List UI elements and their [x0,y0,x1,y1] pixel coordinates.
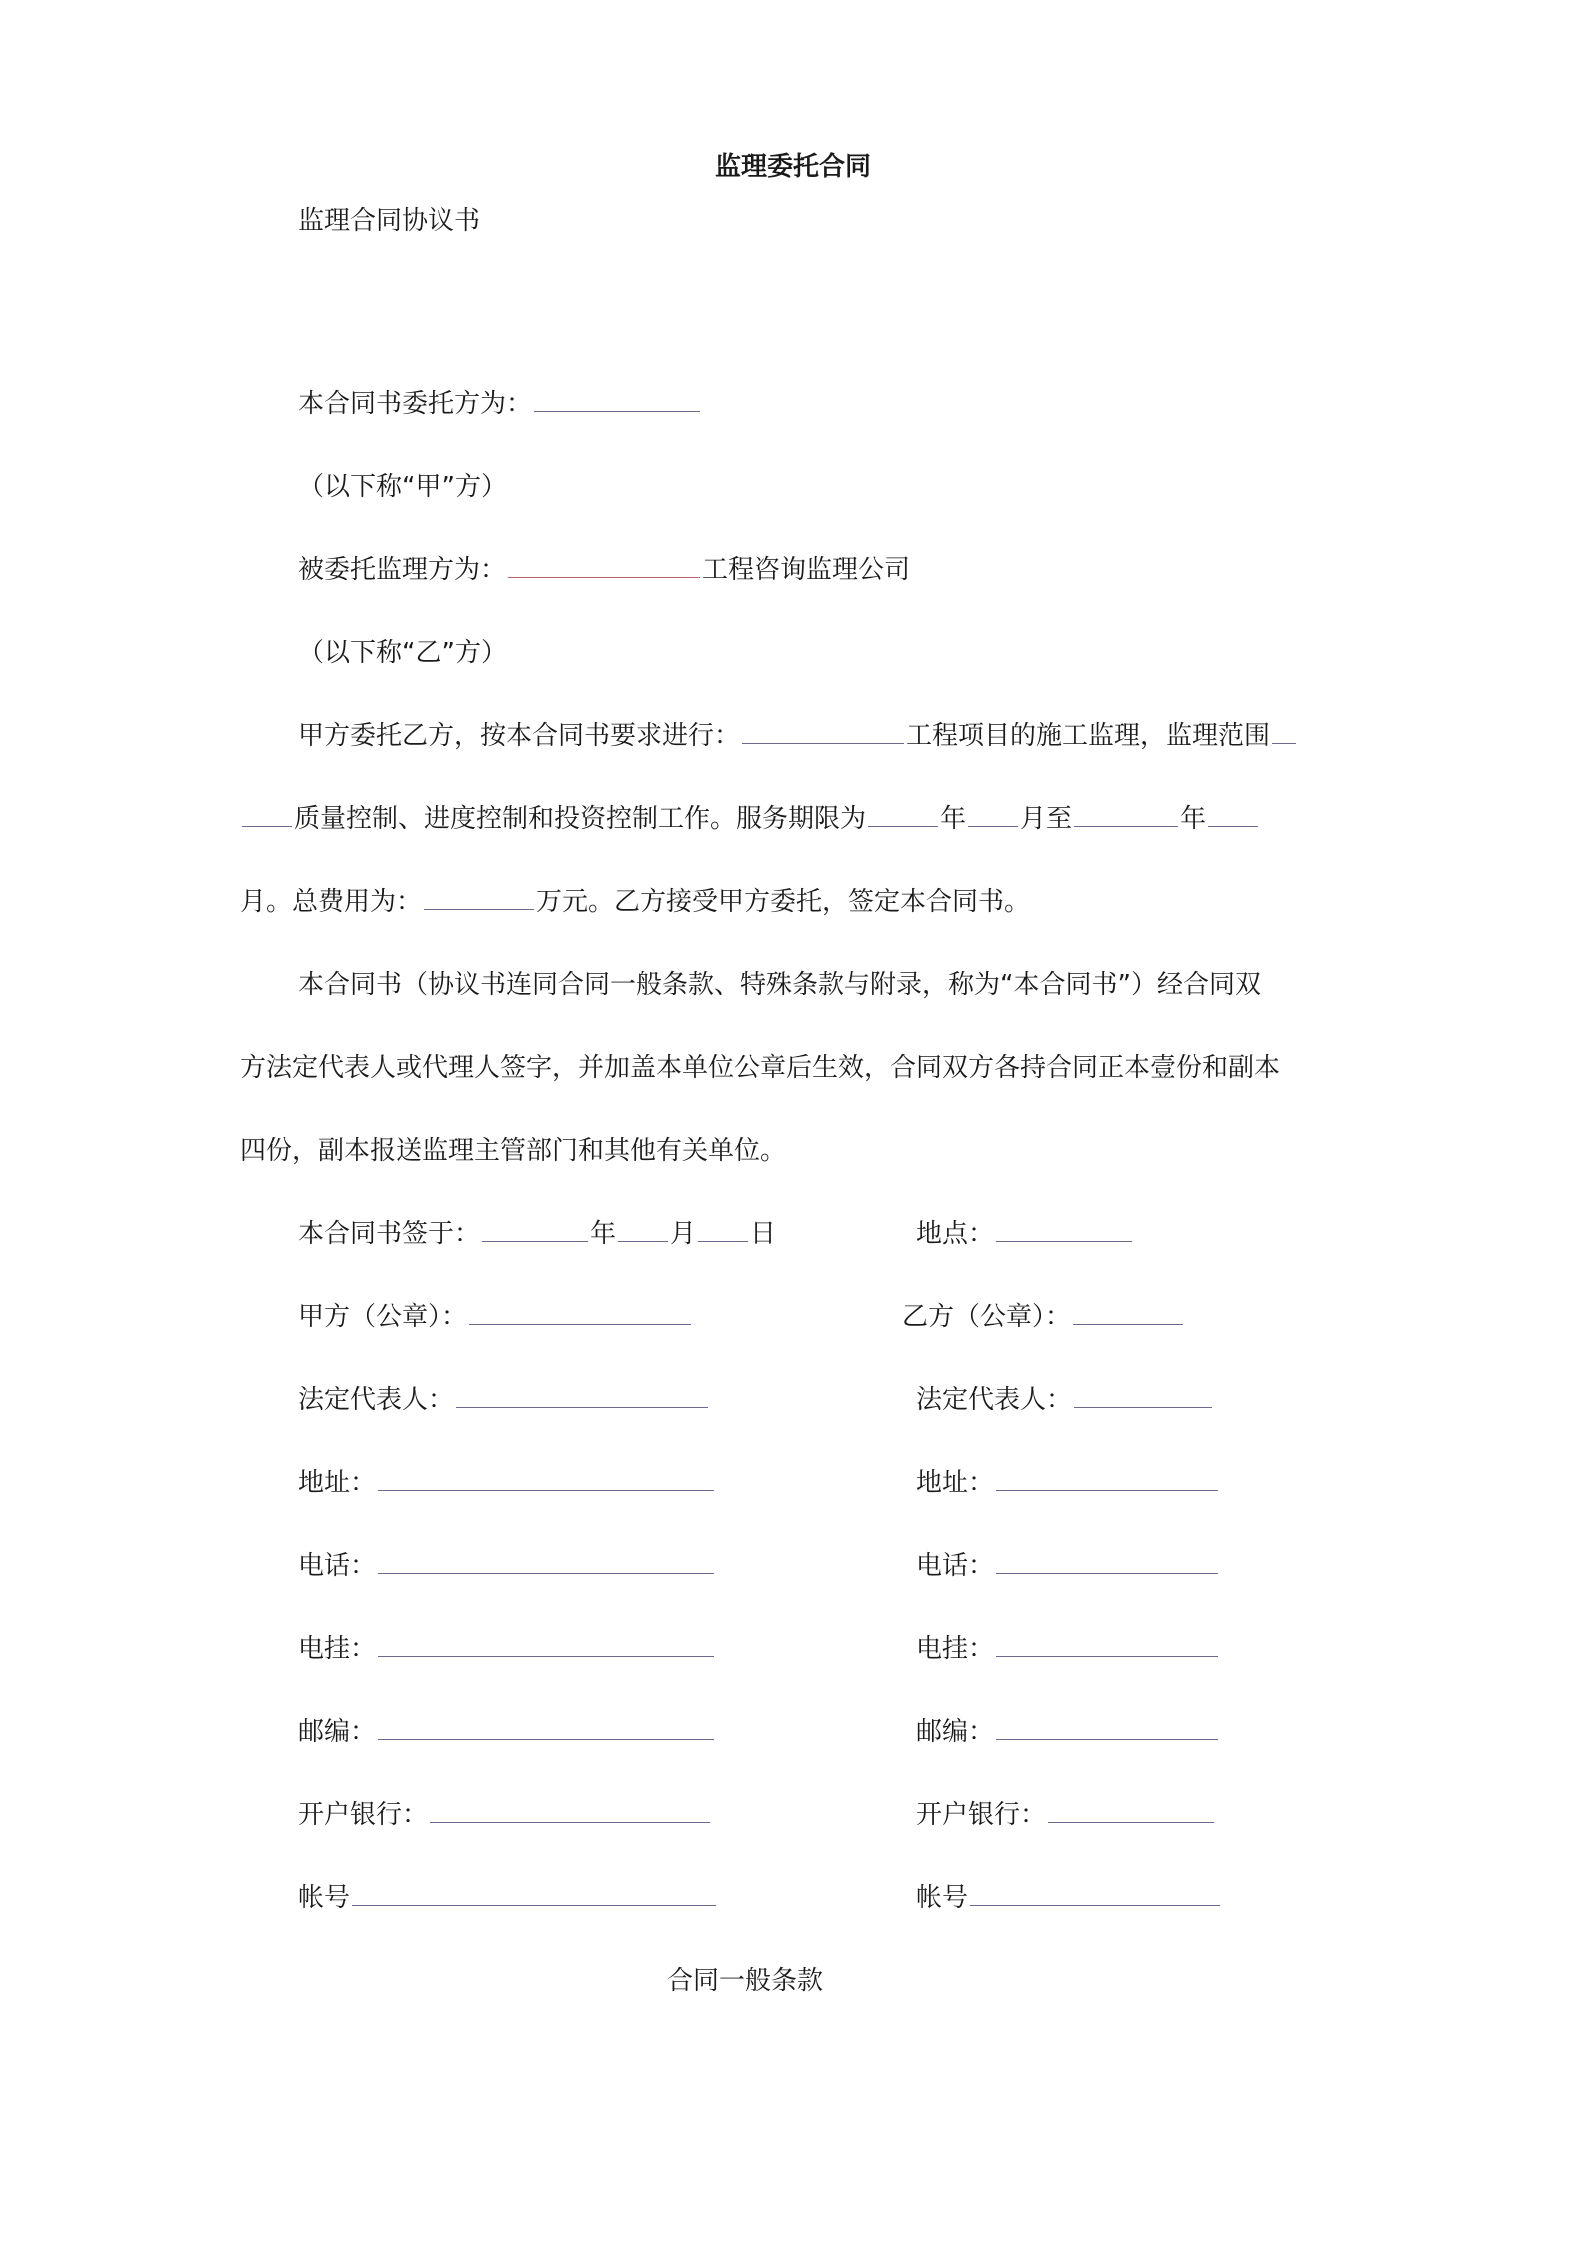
client-label: 本合同书委托方为： [298,389,533,419]
signing-year-blank[interactable] [482,1221,588,1242]
party-b-phone-line [916,1545,1220,1582]
start-month-blank[interactable] [968,806,1018,827]
project-blank[interactable] [742,723,904,744]
signing-month-blank[interactable] [618,1221,668,1242]
contractor-suffix: 工程咨询监理公司 [702,555,911,585]
scope-line-1 [298,715,1298,752]
party-a-phone-label: 电话： [298,1551,377,1581]
party-a-phone-blank[interactable] [378,1553,714,1574]
party-b-seal-blank[interactable] [1073,1304,1183,1325]
party-a-seal-line [298,1296,693,1333]
contractor-blank[interactable] [508,557,700,578]
client-note: （以下称“甲”方） [298,472,507,502]
party-a-seal-label: 甲方（公章）： [298,1302,468,1332]
range-blank-a[interactable] [1272,723,1296,744]
party-b-telegraph-label: 电挂： [916,1634,995,1664]
party-b-phone-label: 电话： [916,1551,995,1581]
fee-blank[interactable] [424,889,534,910]
party-b-postcode-label: 邮编： [916,1717,995,1747]
party-a-account-line [298,1877,718,1914]
range-blank-b[interactable] [242,806,292,827]
party-b-bank-label: 开户银行： [916,1800,1047,1830]
party-b-account-line [916,1877,1222,1914]
party-b-bank-line [916,1794,1216,1831]
client-blank[interactable] [534,391,700,412]
scope-text-3a: 月。总费用为： [240,887,423,917]
party-a-telegraph-blank[interactable] [378,1636,714,1657]
party-a-postcode-label: 邮编： [298,1717,377,1747]
party-a-rep-blank[interactable] [456,1387,708,1408]
party-a-rep-label: 法定代表人： [298,1385,455,1415]
party-a-seal-blank[interactable] [469,1304,691,1325]
effect-line-2: 方法定代表人或代理人签字，并加盖本单位公章后生效，合同双方各持合同正本壹份和副本 [240,1053,1281,1083]
document-subtitle: 监理合同协议书 [298,206,481,236]
signing-day: 日 [750,1219,777,1249]
scope-line-3 [240,881,1030,918]
signing-year: 年 [590,1219,617,1249]
contractor-line [298,549,910,586]
client-line [298,383,702,420]
section-heading: 合同一般条款 [666,1966,823,1996]
party-b-postcode-line [916,1711,1220,1748]
signing-date-label: 本合同书签于： [298,1219,481,1249]
party-b-rep-blank[interactable] [1074,1387,1212,1408]
scope-text-1b: 工程项目的施工监理，监理范围 [906,721,1271,751]
scope-line-2 [240,798,1260,835]
party-a-account-label: 帐号 [298,1883,351,1913]
scope-text-2a: 质量控制、进度控制和投资控制工作。服务期限为 [294,804,867,834]
scope-text-1a: 甲方委托乙方，按本合同书要求进行： [298,721,741,751]
party-b-address-blank[interactable] [996,1470,1218,1491]
scope-text-3b: 万元。乙方接受甲方委托，签定本合同书。 [536,887,1031,917]
party-a-postcode-line [298,1711,716,1748]
document-title: 监理委托合同 [714,152,871,182]
party-a-address-label: 地址： [298,1468,377,1498]
start-year-blank[interactable] [868,806,938,827]
party-a-bank-blank[interactable] [430,1802,710,1823]
signing-month: 月 [670,1219,697,1249]
party-b-account-blank[interactable] [970,1885,1220,1906]
party-b-telegraph-line [916,1628,1220,1665]
party-b-telegraph-blank[interactable] [996,1636,1218,1657]
party-b-postcode-blank[interactable] [996,1719,1218,1740]
end-month-blank[interactable] [1208,806,1258,827]
signing-place-label: 地点： [916,1219,995,1249]
party-a-address-line [298,1462,716,1499]
effect-line-3: 四份，副本报送监理主管部门和其他有关单位。 [240,1136,787,1166]
party-b-rep-line [916,1379,1214,1416]
party-a-phone-line [298,1545,716,1582]
party-b-seal-label: 乙方（公章）： [902,1302,1072,1332]
party-b-bank-blank[interactable] [1048,1802,1214,1823]
end-year-blank[interactable] [1074,806,1178,827]
scope-year-1: 年 [940,804,967,834]
party-a-address-blank[interactable] [378,1470,714,1491]
party-b-rep-label: 法定代表人： [916,1385,1073,1415]
scope-month-to: 月至 [1020,804,1073,834]
signing-place-line [916,1213,1134,1250]
party-a-telegraph-line [298,1628,716,1665]
party-a-rep-line [298,1379,710,1416]
party-b-seal-line [902,1296,1185,1333]
party-a-account-blank[interactable] [352,1885,716,1906]
party-b-account-label: 帐号 [916,1883,969,1913]
party-a-postcode-blank[interactable] [378,1719,714,1740]
contractor-note: （以下称“乙”方） [298,638,507,668]
contractor-label: 被委托监理方为： [298,555,507,585]
party-a-bank-label: 开户银行： [298,1800,429,1830]
effect-line-1: 本合同书（协议书连同合同一般条款、特殊条款与附录，称为“本合同书”）经合同双 [298,970,1261,1000]
signing-date-line [298,1213,776,1250]
party-b-address-line [916,1462,1220,1499]
party-a-telegraph-label: 电挂： [298,1634,377,1664]
signing-day-blank[interactable] [698,1221,748,1242]
party-b-address-label: 地址： [916,1468,995,1498]
scope-year-2: 年 [1180,804,1207,834]
party-a-bank-line [298,1794,712,1831]
party-b-phone-blank[interactable] [996,1553,1218,1574]
signing-place-blank[interactable] [996,1221,1132,1242]
